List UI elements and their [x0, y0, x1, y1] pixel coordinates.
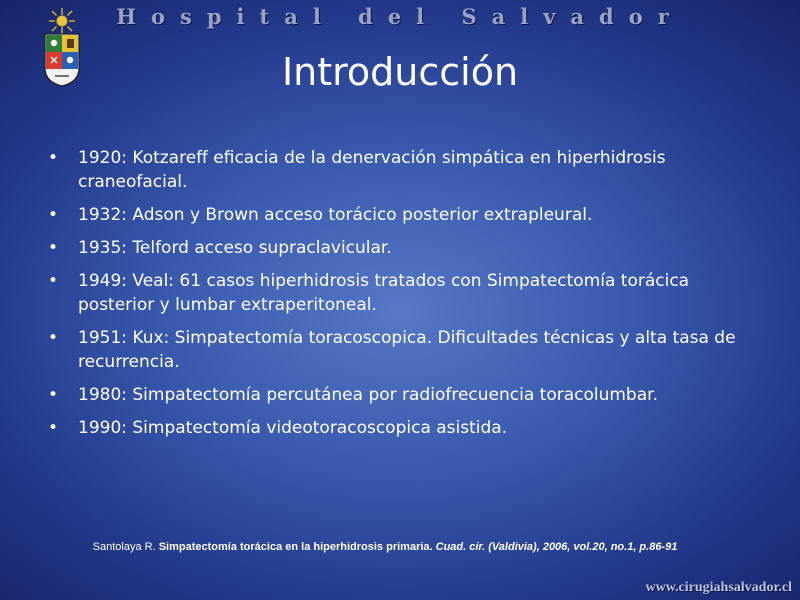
bullet-icon: • — [48, 238, 59, 258]
citation — [90, 540, 680, 555]
bullet-icon: • — [48, 328, 59, 348]
list-item-text: 1951: Kux: Simpatectomía toracoscopica. Dificultades técnicas y alta tasa de recurrencia. — [78, 328, 736, 372]
citation-journal: Cuad. cir. (Valdivia), 2006, vol.20, no.1, p.86-91 — [435, 541, 678, 553]
footer-url: www.cirugiahsalvador.cl — [645, 580, 792, 595]
bullet-icon: • — [48, 271, 59, 291]
list-item-text: 1932: Adson y Brown acceso torácico posterior extrapleural. — [78, 205, 593, 225]
bullet-icon: • — [48, 418, 59, 438]
list-item — [48, 146, 748, 194]
list-item — [48, 383, 748, 407]
citation-author: Santolaya R. — [92, 541, 156, 553]
list-item — [48, 269, 748, 317]
bullet-icon: • — [48, 205, 59, 225]
bullet-list — [48, 146, 748, 449]
bullet-icon: • — [48, 148, 59, 168]
slide-title: Introducción — [281, 50, 519, 94]
list-item — [48, 203, 748, 227]
list-item-text: 1920: Kotzareff eficacia de la denervación simpática en hiperhidrosis craneofacial. — [78, 148, 666, 192]
citation-article: Simpatectomía torácica en la hiperhidrosis primaria. — [158, 541, 433, 553]
list-item — [48, 416, 748, 440]
list-item-text: 1949: Veal: 61 casos hiperhidrosis tratados con Simpatectomía torácica posterior y lumbar extraperitoneal. — [78, 271, 690, 315]
bullet-icon: • — [48, 385, 59, 405]
institution-header: Hospital del Salvador — [116, 4, 684, 29]
list-item-text: 1935: Telford acceso supraclavicular. — [78, 238, 392, 258]
list-item — [48, 236, 748, 260]
list-item — [48, 326, 748, 374]
list-item-text: 1990: Simpatectomía videotoracoscopica asistida. — [78, 418, 508, 438]
list-item-text: 1980: Simpatectomía percutánea por radiofrecuencia toracolumbar. — [78, 385, 658, 405]
